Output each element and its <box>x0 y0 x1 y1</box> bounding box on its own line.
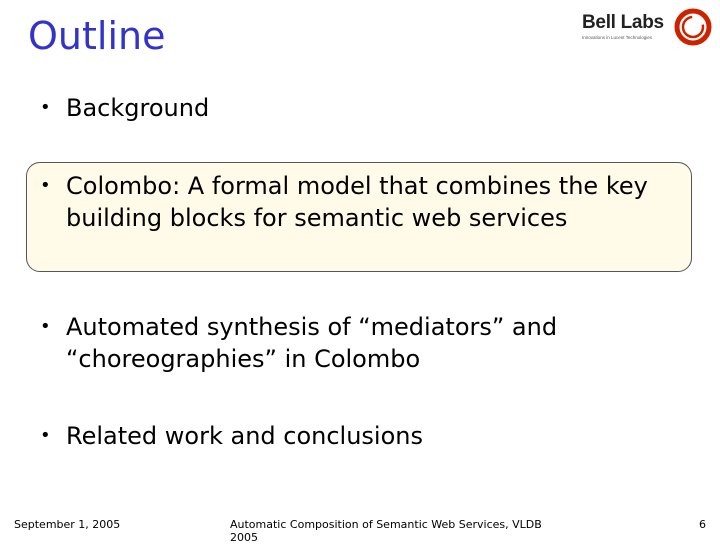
bullet-text: Related work and conclusions <box>66 422 423 450</box>
bullet-item <box>40 420 700 452</box>
bullet-item <box>40 311 700 375</box>
lucent-ring-icon <box>672 6 714 48</box>
footer-title: Automatic Composition of Semantic Web Services, VLDB 2005 <box>230 518 542 544</box>
footer-date: September 1, 2005 <box>14 518 121 531</box>
bullet-dot: • <box>40 175 51 196</box>
bullet-dot: • <box>40 97 51 118</box>
bullet-item-highlighted <box>40 170 700 234</box>
bullet-text: Colombo: A formal model that combines the key building blocks for semantic web services <box>66 172 648 232</box>
page-number: 6 <box>699 518 706 531</box>
bullet-text: Automated synthesis of “mediators” and “choreographies” in Colombo <box>66 313 558 373</box>
bullet-text: Background <box>66 94 210 122</box>
bell-labs-logo <box>576 6 716 50</box>
logo-name: Bell Labs <box>582 12 664 33</box>
bullet-dot: • <box>40 316 51 337</box>
slide-title: Outline <box>28 14 166 58</box>
logo-tagline: Innovations in Lucent Technologies <box>582 35 652 40</box>
bullet-dot: • <box>40 425 51 446</box>
bullet-item <box>40 92 700 124</box>
